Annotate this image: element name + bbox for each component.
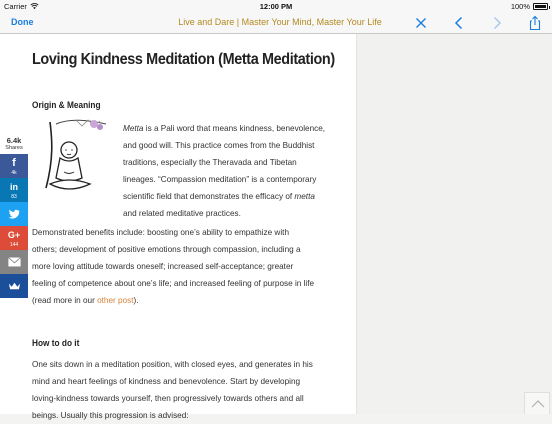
share-sidebar bbox=[0, 134, 28, 298]
para2-line1: Demonstrated benefits include: boosting one’s ability to empathize with bbox=[32, 228, 289, 237]
para1-line3: traditions, especially the Theravada and Tibetan bbox=[123, 158, 297, 167]
linkedin-share-button[interactable] bbox=[0, 178, 28, 202]
chevron-up-icon bbox=[525, 393, 551, 415]
sumo-share-button[interactable] bbox=[0, 274, 28, 298]
scroll-to-top-button[interactable] bbox=[524, 392, 550, 414]
para2-line3: more loving attitude towards oneself; increased self-acceptance; greater bbox=[32, 262, 294, 271]
status-bar bbox=[0, 0, 552, 12]
section-heading-how: How to do it bbox=[32, 338, 80, 348]
para3-line4: beings. Usually this progression is advised: bbox=[32, 411, 189, 420]
para1-line6: and related meditative practices. bbox=[123, 209, 241, 218]
googleplus-icon: G+ bbox=[7, 230, 21, 240]
battery-icon bbox=[533, 3, 548, 10]
para1-line5: scientific field that demonstrates the efficacy of metta bbox=[123, 192, 315, 201]
linkedin-count: 83 bbox=[11, 194, 17, 200]
facebook-share-button[interactable] bbox=[0, 154, 28, 178]
twitter-icon bbox=[8, 208, 20, 220]
crown-icon bbox=[8, 282, 21, 290]
para2-line5: (read more in our other post). bbox=[32, 296, 139, 305]
linkedin-icon: in bbox=[10, 182, 18, 192]
page-title: Live and Dare | Master Your Mind, Master Your Life bbox=[178, 17, 382, 27]
other-post-link[interactable]: other post bbox=[97, 296, 134, 305]
share-icon[interactable] bbox=[527, 15, 543, 31]
envelope-icon bbox=[8, 257, 21, 267]
done-button[interactable]: Done bbox=[11, 17, 34, 27]
para2-line4: feeling of competence about one’s life; and increased feeling of purpose in life bbox=[32, 279, 315, 288]
share-count: 6.4k Shares bbox=[0, 134, 28, 154]
googleplus-count: 144 bbox=[9, 242, 19, 248]
battery-percent: 100% bbox=[510, 2, 530, 11]
para2-line2: others; development of positive emotions through compassion, including a bbox=[32, 245, 301, 254]
para1-line2: and good will. This practice comes from the Buddhist bbox=[123, 141, 315, 150]
carrier-label: Carrier bbox=[4, 2, 27, 11]
email-share-button[interactable] bbox=[0, 250, 28, 274]
para1-line4: lineages. “Compassion meditation” is a contemporary bbox=[123, 175, 317, 184]
browser-toolbar bbox=[0, 12, 552, 34]
para1-line1: Metta is a Pali word that means kindness, benevolence, bbox=[123, 124, 326, 133]
close-icon[interactable] bbox=[413, 15, 429, 31]
facebook-icon: f bbox=[12, 157, 16, 169]
para3-line1: One sits down in a meditation position, with closed eyes, and generates in his bbox=[32, 360, 313, 369]
googleplus-share-button[interactable] bbox=[0, 226, 28, 250]
back-icon[interactable] bbox=[451, 15, 467, 31]
web-content[interactable]: Loving Kindness Meditation (Metta Meditation) Origin & Meaning Metta is a Pali word that means kindness, benevolence, and good will. This practice comes from the Buddhist traditions, especially the Theravada and Tibetan lineages. “Compassion meditation” is a contemporary scientific field that demonstrates the efficacy of metta and related meditative practices. Demonstrated benefits include: boosting one’s ability to empathize with others; development of positive emotions through compassion, including a more loving attitude towards oneself; increased self-acceptance; greater feeling of competence about one’s life; and increased feeling of purpose in life (read more in our other post). How to do it One sits down in a meditation position, with closed eyes, and generates in his mind and heart feelings of kindness and benevolence. Start by developing loving-kindness towards yourself, then progressively towards others and all beings. Usually this progression is advised: 6.4k Shares f 4k in 83 G+ 144 bbox=[0, 34, 356, 414]
forward-icon[interactable] bbox=[489, 15, 505, 31]
page-margin bbox=[356, 34, 552, 414]
twitter-share-button[interactable] bbox=[0, 202, 28, 226]
para3-line2: mind and heart feelings of kindness and benevolence. Start by developing bbox=[32, 377, 301, 386]
section-heading-origin: Origin & Meaning bbox=[32, 100, 101, 110]
clock: 12:00 PM bbox=[259, 2, 293, 11]
facebook-count: 4k bbox=[11, 170, 17, 176]
meditating-figure-illustration bbox=[36, 118, 108, 202]
para3-line3: loving-kindness towards yourself, then progressively towards others and all bbox=[32, 394, 304, 403]
